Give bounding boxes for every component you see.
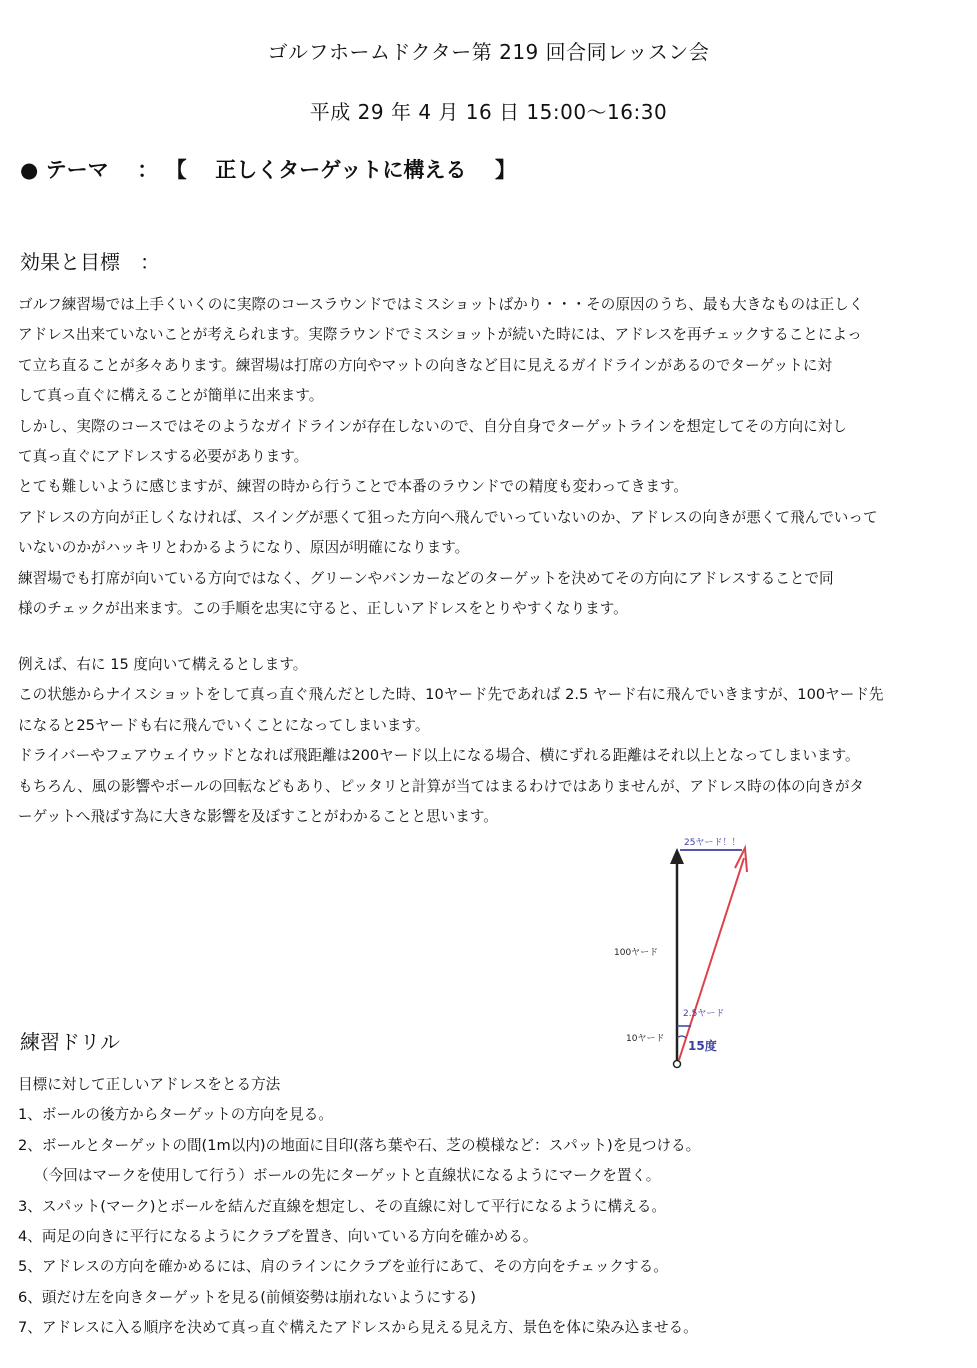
drill-step: 1、ボールの後方からターゲットの方向を見る。 (18, 1106, 333, 1124)
effects-line: しかし、実際のコースではそのようなガイドラインが存在しないので、自分自身でターゲットラインを想定してその方向に対し (18, 417, 847, 435)
effects-line: 様のチェックが出来ます。この手順を忠実に守ると、正しいアドレスをとりやすくなります。 (18, 599, 628, 617)
drill-intro: 目標に対して正しいアドレスをとる方法 (18, 1076, 281, 1093)
effects-line: アドレスの方向が正しくなければ、スイングが悪くて狙った方向へ飛んでいっていないのか、アドレスの向きが悪くて飛んでいって (18, 508, 878, 526)
effects-heading: 効果と目標 ： (20, 250, 160, 274)
example-line: になると25ヤードも右に飛んでいくことになってしまいます。 (18, 716, 430, 734)
drill-step: 7、アドレスに入る順序を決めて真っ直ぐ構えたアドレスから見える見え方、景色を体に染み込ませる。 (18, 1319, 698, 1337)
deviation-line (679, 858, 744, 1060)
effects-line: て立ち直ることが多々あります。練習場は打席の方向やマットの向きなど目に見えるガイドラインがあるのでターゲットに対 (18, 356, 833, 374)
label-100-yards: 100ヤード (614, 948, 659, 958)
angle-arc (677, 1036, 686, 1038)
label-15-degrees: 15度 (688, 1039, 717, 1053)
ball-icon (674, 1061, 681, 1068)
drill-step: 5、アドレスの方向を確かめるには、肩のラインにクラブを並行にあて、その方向をチェックする。 (18, 1258, 668, 1276)
effects-paragraph (18, 290, 960, 624)
theme-close-bracket: 】 (495, 158, 516, 182)
drill-step-note: （今回はマークを使用して行う）ボールの先にターゲットと直線状になるようにマークを置く。 (34, 1167, 661, 1185)
drill-step: 3、スパット(マーク)とボールを結んだ直線を想定し、その直線に対して平行になるように構える。 (18, 1197, 666, 1215)
example-paragraph (18, 650, 960, 832)
label-25-yards: 25ヤード！！ (684, 838, 741, 848)
theme-colon: ： (137, 158, 159, 182)
example-line: 例えば、右に 15 度向いて構えるとします。 (18, 656, 308, 673)
drill-heading: 練習ドリル (20, 1030, 120, 1054)
effects-line: いないのかがハッキリとわかるようになり、原因が明確になります。 (18, 539, 470, 557)
effects-line: アドレス出来ていないことが考えられます。実際ラウンドでミスショットが続いた時には、アドレスを再チェックすることによっ (18, 326, 862, 344)
example-line: ドライバーやフェアウェイウッドとなれば飛距離は200ヤード以上になる場合、横にずれる距離はそれ以上となってしまいます。 (18, 747, 860, 765)
example-line: もちろん、風の影響やボールの回転などもあり、ピッタリと計算が当てはまるわけではありませんが、アドレス時の体の向きがタ (18, 777, 865, 795)
effects-line: 練習場でも打席が向いている方向ではなく、グリーンやバンカーなどのターゲットを決めてその方向にアドレスすることで同 (18, 569, 834, 587)
drill-step: 2、ボールとターゲットの間(1m以内)の地面に目印(落ち葉や石、芝の模様など：スパット)を見つける。 (18, 1136, 701, 1154)
drill-step: 4、両足の向きに平行になるようにクラブを置き、向いている方向を確かめる。 (18, 1227, 538, 1245)
lesson-date: 平成 29 年 4 月 16 日 15:00〜16:30 (309, 100, 668, 124)
drill-list (18, 1070, 960, 1344)
effects-line: とても難しいように感じますが、練習の時から行うことで本番のラウンドでの精度も変わってきます。 (18, 478, 689, 496)
deviation-diagram (600, 828, 800, 1078)
theme-open-bracket: 【 (165, 158, 187, 182)
lesson-title: ゴルフホームドクター第 219 回合同レッスン会 (267, 40, 710, 64)
theme-line (20, 154, 516, 184)
label-10-yards: 10ヤード (626, 1034, 665, 1044)
example-line: ーゲットへ飛ばす為に大きな影響を及ぼすことがわかることと思います。 (18, 807, 498, 825)
theme-text: 正しくターゲットに構える (215, 158, 467, 182)
drill-step: 6、頭だけ左を向きターゲットを見る(前傾姿勢は崩れないようにする) (18, 1288, 476, 1306)
bullet-icon: ● (20, 158, 39, 182)
effects-line: て真っ直ぐにアドレスする必要があります。 (18, 447, 309, 465)
label-2-5-yards: 2.5ヤード (683, 1009, 725, 1019)
effects-line: して真っ直ぐに構えることが簡単に出来ます。 (18, 387, 324, 405)
example-line: この状態からナイスショットをして真っ直ぐ飛んだとした時、10ヤード先であれば 2.5 ヤード右に飛んでいきますが、100ヤード先 (18, 686, 884, 704)
effects-line: ゴルフ練習場では上手くいくのに実際のコースラウンドではミスショットばかり・・・その原因のうち、最も大きなものは正しく (18, 296, 864, 313)
theme-label: テーマ (45, 158, 109, 182)
